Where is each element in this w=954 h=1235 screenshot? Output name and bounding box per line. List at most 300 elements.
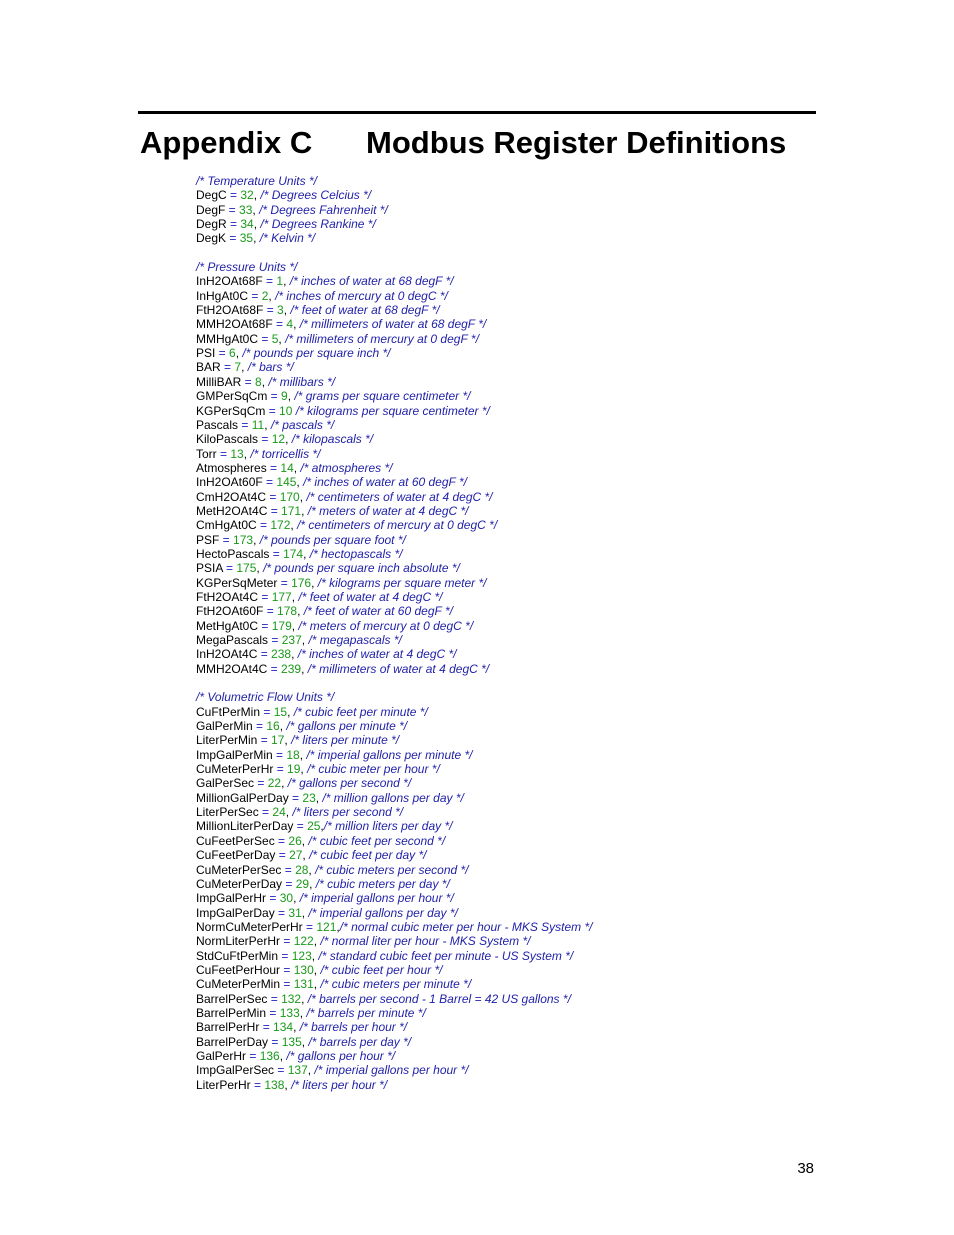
register-value: 176 — [291, 575, 312, 590]
register-comment: /* meters of mercury at 0 degC */ — [298, 618, 474, 633]
equals-operator: = — [275, 848, 290, 863]
separator: , — [253, 231, 260, 246]
register-comment: /* grams per square centimeter */ — [294, 389, 471, 404]
register-name: GMPerSqCm — [196, 389, 268, 404]
register-comment: /* meters of water at 4 degC */ — [307, 503, 469, 518]
register-entry — [196, 576, 593, 590]
register-comment: /* pounds per square inch absolute */ — [263, 561, 460, 576]
separator: , — [253, 217, 261, 232]
register-entry — [196, 231, 593, 245]
register-value: 6 — [229, 346, 236, 361]
register-value: 238 — [271, 647, 292, 662]
register-value: 3 — [277, 303, 284, 318]
register-value: 132 — [281, 991, 302, 1006]
separator: , — [301, 633, 309, 647]
separator: , — [253, 188, 261, 203]
register-value: 122 — [293, 934, 314, 949]
separator: , — [268, 288, 276, 303]
register-value: 173 — [233, 532, 254, 547]
equals-operator: = — [293, 819, 308, 834]
register-comment: /* feet of water at 4 degC */ — [298, 589, 443, 604]
equals-operator: = — [258, 432, 272, 447]
register-entry — [196, 877, 593, 891]
register-name: LiterPerHr — [196, 1077, 251, 1092]
register-entry — [196, 805, 593, 819]
register-entry — [196, 963, 593, 977]
equals-operator: = — [222, 561, 237, 576]
register-value: 15 — [273, 704, 288, 719]
register-name: KiloPascals — [196, 432, 259, 447]
register-name: InH2OAt60F — [196, 475, 263, 490]
register-comment: /* cubic meters per second */ — [315, 862, 469, 877]
register-value: 25 — [307, 819, 321, 834]
register-name: DegC — [196, 188, 227, 203]
register-value: 134 — [273, 1020, 294, 1035]
register-name: FtH2OAt4C — [196, 589, 259, 604]
register-name: MillionLiterPerDay — [196, 819, 294, 834]
register-comment: /* Kelvin */ — [259, 231, 316, 246]
register-comment: /* imperial gallons per day */ — [308, 905, 458, 920]
equals-operator: = — [226, 231, 240, 246]
register-comment: /* cubic feet per second */ — [308, 833, 446, 848]
equals-operator: = — [280, 962, 294, 977]
register-value: 13 — [230, 446, 244, 461]
separator: , — [279, 1048, 287, 1063]
register-comment: /* barrels per second - 1 Barrel = 42 US gallons */ — [307, 991, 571, 1006]
equals-operator: = — [274, 1063, 288, 1078]
equals-operator: = — [262, 475, 277, 490]
register-value: 174 — [283, 546, 304, 561]
separator: , — [243, 446, 251, 461]
register-entry — [196, 332, 593, 346]
register-name: DegR — [196, 217, 227, 232]
register-entry — [196, 475, 593, 489]
register-comment: /* centimeters of mercury at 0 degC */ — [297, 518, 498, 533]
equals-operator: = — [267, 389, 282, 404]
register-value: 9 — [281, 389, 288, 404]
equals-operator: = — [280, 977, 294, 992]
register-comment: /* millimeters of water at 4 degC */ — [307, 661, 490, 676]
separator: , — [301, 833, 309, 848]
appendix-title: Modbus Register Definitions — [366, 125, 787, 160]
register-value: 24 — [272, 805, 286, 820]
register-comment: /* liters per minute */ — [291, 733, 400, 748]
register-comment: /* standard cubic feet per minute - US System */ — [318, 948, 574, 963]
separator: , — [287, 389, 295, 404]
separator: , — [293, 1020, 300, 1035]
section-comment: /* Temperature Units */ — [196, 174, 317, 188]
separator: , — [285, 432, 292, 447]
separator: , — [307, 1063, 315, 1078]
register-comment: /* kilograms per square centimeter */ — [295, 403, 490, 418]
separator: , — [302, 848, 310, 863]
register-entry — [196, 733, 593, 747]
register-comment: /* imperial gallons per hour */ — [314, 1063, 469, 1078]
register-name: NormCuMeterPerHr — [196, 919, 303, 934]
register-comment: /* inches of water at 4 degC */ — [297, 647, 457, 662]
register-entry — [196, 447, 593, 461]
register-comment: /* imperial gallons per hour */ — [299, 891, 454, 906]
separator: , — [311, 575, 318, 590]
separator: , — [336, 919, 340, 934]
register-name: DegK — [196, 231, 227, 246]
register-name: BarrelPerSec — [196, 991, 268, 1006]
equals-operator: = — [250, 1077, 265, 1092]
register-comment: /* megapascals */ — [308, 633, 402, 647]
register-entry — [196, 547, 593, 561]
equals-operator: = — [268, 633, 282, 647]
separator: , — [279, 719, 287, 734]
register-comment: /* Degrees Rankine */ — [260, 217, 376, 232]
separator: , — [285, 805, 293, 820]
register-comment: /* atmospheres */ — [300, 460, 393, 475]
register-entry — [196, 490, 593, 504]
register-name: LiterPerMin — [196, 733, 258, 748]
register-entry — [196, 662, 593, 676]
register-name: CmHgAt0C — [196, 518, 257, 533]
register-comment: /* millibars */ — [268, 374, 336, 389]
separator: , — [291, 647, 298, 662]
register-comment: /* gallons per minute */ — [286, 719, 408, 734]
register-value: 12 — [271, 432, 286, 447]
register-comment: /* millimeters of mercury at 0 degF */ — [285, 331, 479, 346]
register-value: 171 — [281, 503, 302, 518]
register-name: BAR — [196, 360, 221, 375]
register-value: 18 — [286, 747, 300, 762]
equals-operator: = — [241, 374, 256, 389]
register-entry — [196, 891, 593, 905]
register-value: 8 — [255, 374, 262, 389]
register-value: 5 — [271, 331, 279, 346]
register-comment: /* cubic feet per hour */ — [320, 962, 443, 977]
register-name: GalPerMin — [196, 719, 253, 734]
register-comment: /* cubic meter per hour */ — [307, 762, 440, 777]
register-value: 170 — [279, 489, 300, 504]
register-entry — [196, 791, 593, 805]
register-value: 34 — [240, 217, 254, 232]
register-value: 10 — [279, 403, 293, 418]
register-entry — [196, 274, 593, 288]
register-comment: /* normal cubic meter per hour - MKS System */ — [339, 919, 593, 934]
register-name: MegaPascals — [196, 633, 269, 647]
separator: , — [256, 561, 264, 576]
register-entry — [196, 217, 593, 231]
register-value: 145 — [276, 475, 297, 490]
register-entry — [196, 776, 593, 790]
register-name: StdCuFtPerMin — [196, 948, 279, 963]
register-name: GalPerSec — [196, 776, 255, 791]
equals-operator: = — [272, 747, 287, 762]
separator: , — [313, 962, 321, 977]
register-value: 123 — [291, 948, 312, 963]
equals-operator: = — [216, 446, 231, 461]
register-entry — [196, 977, 593, 991]
register-name: KGPerSqMeter — [196, 575, 278, 590]
register-value: 35 — [239, 231, 254, 246]
equals-operator: = — [266, 891, 280, 906]
register-comment: /* million liters per day */ — [323, 819, 453, 834]
equals-operator: = — [256, 518, 271, 533]
equals-operator: = — [267, 503, 282, 518]
equals-operator: = — [268, 1034, 282, 1049]
equals-operator: = — [269, 546, 284, 561]
separator: , — [241, 360, 248, 375]
register-comment: /* torricellis */ — [250, 446, 321, 461]
separator: , — [284, 733, 292, 748]
register-comment: /* liters per second */ — [292, 805, 404, 820]
page-title — [140, 121, 786, 165]
separator: , — [293, 460, 301, 475]
register-value: 177 — [271, 589, 292, 604]
register-value: 14 — [280, 460, 294, 475]
equals-operator: = — [258, 618, 272, 633]
separator: , — [309, 876, 316, 891]
register-value: 28 — [295, 862, 309, 877]
register-comment: /* feet of water at 68 degF */ — [290, 303, 440, 318]
register-entry — [196, 317, 593, 331]
register-value: 121 — [316, 919, 337, 934]
register-name: FtH2OAt68F — [196, 303, 264, 318]
register-value: 2 — [261, 288, 269, 303]
separator: , — [284, 1077, 292, 1092]
register-name: Atmospheres — [196, 460, 267, 475]
equals-operator: = — [219, 532, 234, 547]
register-name: Torr — [196, 446, 217, 461]
separator: , — [301, 661, 308, 676]
separator: , — [301, 991, 308, 1006]
separator: , — [313, 977, 321, 992]
register-value: 175 — [236, 561, 257, 576]
register-value: 179 — [271, 618, 292, 633]
equals-operator: = — [260, 704, 274, 719]
register-name: BarrelPerDay — [196, 1034, 269, 1049]
register-entry — [196, 848, 593, 862]
register-name: HectoPascals — [196, 546, 270, 561]
register-value: 33 — [239, 202, 253, 217]
register-comment: /* cubic feet per minute */ — [293, 704, 428, 719]
register-name: MMHgAt0C — [196, 331, 259, 346]
register-value: 26 — [288, 833, 302, 848]
register-entry — [196, 418, 593, 432]
equals-operator: = — [225, 202, 240, 217]
register-comment: /* pascals */ — [270, 417, 335, 432]
equals-operator: = — [280, 934, 294, 949]
separator: , — [320, 819, 324, 834]
register-comment: /* Degrees Fahrenheit */ — [259, 202, 388, 217]
register-entry — [196, 748, 593, 762]
separator: , — [301, 1034, 309, 1049]
register-name: CuFtPerMin — [196, 704, 261, 719]
register-comment: /* cubic meters per minute */ — [320, 977, 472, 992]
equals-operator: = — [267, 661, 282, 676]
register-entry — [196, 934, 593, 948]
separator: , — [293, 317, 300, 332]
equals-operator: = — [248, 288, 262, 303]
equals-operator: = — [288, 790, 303, 805]
equals-operator: = — [267, 991, 282, 1006]
separator: , — [299, 489, 307, 504]
register-comment: /* inches of water at 60 degF */ — [303, 475, 467, 490]
register-entry — [196, 203, 593, 217]
register-entry — [196, 504, 593, 518]
register-name: Pascals — [196, 417, 239, 432]
register-name: CuMeterPerHr — [196, 762, 274, 777]
register-entry — [196, 992, 593, 1006]
equals-operator: = — [274, 905, 289, 920]
register-name: ImpGalPerDay — [196, 905, 275, 920]
register-value: 237 — [281, 633, 302, 647]
register-entry — [196, 432, 593, 446]
register-entry — [196, 360, 593, 374]
register-value: 172 — [270, 518, 291, 533]
separator: , — [300, 762, 308, 777]
register-name: FtH2OAt60F — [196, 604, 264, 619]
register-value: 30 — [279, 891, 294, 906]
equals-operator: = — [277, 575, 292, 590]
register-entry — [196, 863, 593, 877]
equals-operator: = — [263, 604, 278, 619]
register-entry — [196, 1006, 593, 1020]
register-name: CmH2OAt4C — [196, 489, 267, 504]
separator: , — [293, 891, 300, 906]
separator: , — [287, 704, 294, 719]
register-name: MillionGalPerDay — [196, 790, 289, 805]
register-value: 239 — [281, 661, 302, 676]
register-name: MMH2OAt68F — [196, 317, 273, 332]
register-entry — [196, 303, 593, 317]
register-value: 31 — [288, 905, 302, 920]
register-comment: /* pounds per square inch */ — [242, 346, 391, 361]
register-value: 131 — [293, 977, 314, 992]
register-comment: /* cubic feet per day */ — [309, 848, 427, 863]
separator: , — [297, 604, 304, 619]
separator: , — [253, 532, 260, 547]
register-comment: /* inches of mercury at 0 degC */ — [275, 288, 448, 303]
register-name: MMH2OAt4C — [196, 661, 268, 676]
equals-operator: = — [215, 346, 230, 361]
register-entry — [196, 461, 593, 475]
separator: , — [261, 374, 269, 389]
register-entry — [196, 762, 593, 776]
register-entry — [196, 389, 593, 403]
section-comment: /* Pressure Units */ — [196, 260, 298, 275]
register-value: 22 — [267, 776, 282, 791]
equals-operator: = — [266, 1005, 280, 1020]
equals-operator: = — [274, 833, 289, 848]
equals-operator: = — [254, 776, 268, 791]
separator: , — [291, 589, 299, 604]
register-comment: /* millimeters of water at 68 degF */ — [299, 317, 487, 332]
register-comment: /* Degrees Celcius */ — [260, 188, 372, 203]
section-spacer — [196, 676, 593, 690]
register-name: ImpGalPerHr — [196, 891, 267, 906]
separator: , — [283, 303, 291, 318]
equals-operator: = — [259, 1020, 274, 1035]
equals-operator: = — [263, 303, 278, 318]
equals-operator: = — [266, 460, 281, 475]
register-value: 4 — [286, 317, 294, 332]
register-value: 27 — [289, 848, 303, 863]
register-value: 178 — [277, 604, 298, 619]
header-rule — [138, 111, 816, 114]
register-entry — [196, 834, 593, 848]
separator: , — [299, 1005, 307, 1020]
register-comment: /* barrels per hour */ — [299, 1020, 408, 1035]
register-comment: /* bars */ — [247, 360, 294, 375]
equals-operator: = — [258, 331, 272, 346]
register-name: KGPerSqCm — [196, 403, 266, 418]
separator: , — [291, 618, 299, 633]
register-name: CuFeetPerDay — [196, 848, 276, 863]
register-entry — [196, 1049, 593, 1063]
register-name: MetH2OAt4C — [196, 503, 268, 518]
register-name: BarrelPerHr — [196, 1020, 260, 1035]
register-name: CuMeterPerDay — [196, 876, 283, 891]
register-comment: /* centimeters of water at 4 degC */ — [306, 489, 493, 504]
register-name: InH2OAt4C — [196, 647, 258, 662]
separator: , — [315, 790, 323, 805]
equals-operator: = — [220, 360, 235, 375]
register-entry — [196, 705, 593, 719]
register-comment: /* normal liter per hour - MKS System */ — [320, 934, 531, 949]
register-comment: /* imperial gallons per minute */ — [306, 747, 473, 762]
register-entry — [196, 561, 593, 575]
register-value: 133 — [279, 1005, 300, 1020]
register-entry — [196, 346, 593, 360]
separator: , — [283, 274, 290, 289]
register-value: 1 — [276, 274, 284, 289]
separator: , — [313, 934, 321, 949]
equals-operator: = — [266, 489, 280, 504]
register-value: 136 — [259, 1048, 280, 1063]
separator: , — [264, 417, 271, 432]
register-comment: /* million gallons per day */ — [322, 790, 464, 805]
register-value: 11 — [251, 417, 265, 432]
register-comment: /* barrels per minute */ — [306, 1005, 426, 1020]
appendix-label: Appendix C — [140, 125, 313, 160]
register-value: 138 — [264, 1077, 285, 1092]
register-name: MilliBAR — [196, 374, 242, 389]
equals-operator: = — [246, 1048, 260, 1063]
separator: , — [299, 747, 307, 762]
register-value: 7 — [234, 360, 242, 375]
equals-operator: = — [273, 762, 288, 777]
register-value: 135 — [281, 1034, 302, 1049]
equals-operator: = — [226, 188, 241, 203]
register-name: CuMeterPerSec — [196, 862, 282, 877]
register-comment: /* gallons per second */ — [287, 776, 412, 791]
register-name: ImpGalPerSec — [196, 1063, 275, 1078]
register-value: 17 — [271, 733, 285, 748]
register-entry — [196, 906, 593, 920]
register-comment: /* pounds per square foot */ — [259, 532, 406, 547]
register-entry — [196, 604, 593, 618]
register-entry — [196, 590, 593, 604]
separator: , — [311, 948, 319, 963]
register-comment: /* liters per hour */ — [291, 1077, 388, 1092]
register-name: ImpGalPerMin — [196, 747, 273, 762]
separator: , — [303, 546, 310, 561]
equals-operator: = — [282, 876, 296, 891]
register-value: 16 — [266, 719, 280, 734]
register-name: PSIA — [196, 561, 223, 576]
separator: , — [278, 331, 286, 346]
register-entry — [196, 1063, 593, 1077]
separator: , — [235, 346, 243, 361]
section-comment: /* Volumetric Flow Units */ — [196, 690, 335, 705]
register-name: BarrelPerMin — [196, 1005, 267, 1020]
section-spacer — [196, 246, 593, 260]
